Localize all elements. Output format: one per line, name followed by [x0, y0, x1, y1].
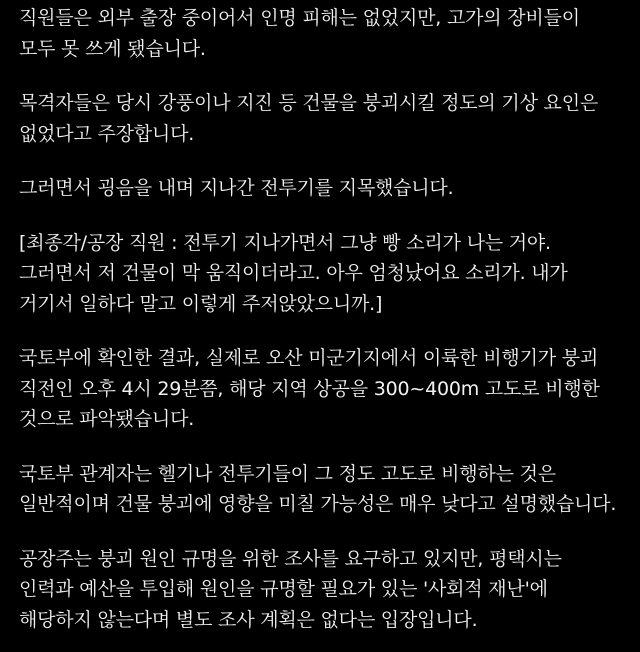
text-line: 모두 못 쓰게 됐습니다.: [19, 37, 206, 60]
paragraph-1: [19, 0, 632, 64]
text-line: 국토부 관계자는 헬기나 전투기들이 그 정도 고도로 비행하는 것은: [19, 462, 556, 485]
text-line: 해당하지 않는다며 별도 조사 계획은 없다는 입장입니다.: [19, 608, 478, 631]
text-line: 직전인 오후 4시 29분쯤, 해당 지역 상공을 300~400m 고도로 비행한: [19, 377, 600, 400]
text-line: 일반적이며 건물 붕괴에 영향을 미칠 가능성은 매우 낮다고 설명했습니다.: [19, 493, 617, 515]
text-line: 공장주는 붕괴 원인 규명을 위한 조사를 요구하고 있지만, 평택시는: [19, 547, 562, 570]
text-line: 직원들은 외부 출장 중이어서 인명 피해는 없었지만, 고가의 장비들이: [19, 7, 580, 29]
text-line: [최종각/공장 직원 : 전투기 지나가면서 그냥 빵 소리가 나는 거야.: [19, 231, 551, 254]
quote-paragraph: [19, 228, 632, 320]
text-line: 것으로 파악됐습니다.: [19, 408, 195, 430]
text-line: 국토부에 확인한 결과, 실제로 오산 미군기지에서 이륙한 비행기가 붕괴: [19, 347, 599, 369]
paragraph-7: [19, 544, 632, 636]
paragraph-3: [19, 173, 632, 204]
text-line: 거기서 일하다 말고 이렇게 주저앉았으니까.]: [19, 292, 383, 315]
text-line: 없었다고 주장합니다.: [19, 122, 195, 145]
text-line: 그러면서 굉음을 내며 지나간 전투기를 지목했습니다.: [19, 177, 454, 199]
text-line: 그러면서 저 건물이 막 움직이더라고. 아우 엄청났어요 소리가. 내가: [19, 262, 568, 284]
paragraph-5: [19, 343, 632, 435]
paragraph-2: [19, 88, 632, 149]
paragraph-6: [19, 459, 632, 520]
text-line: 목격자들은 당시 강풍이나 지진 등 건물을 붕괴시킬 정도의 기상 요인은: [19, 92, 599, 114]
text-line: 인력과 예산을 투입해 원인을 규명할 필요가 있는 '사회적 재난'에: [19, 578, 548, 600]
